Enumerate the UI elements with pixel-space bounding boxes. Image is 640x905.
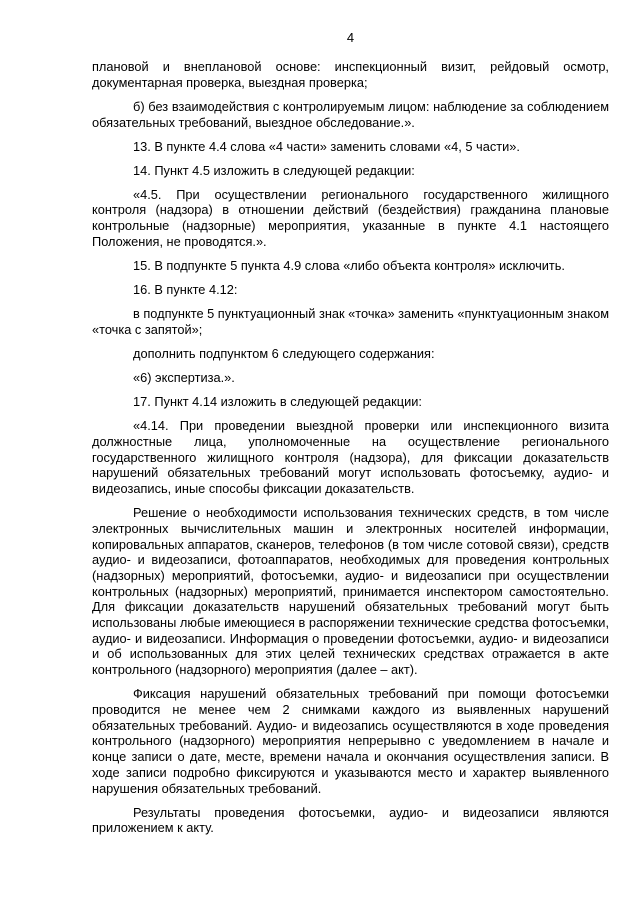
paragraph: плановой и внеплановой основе: инспекционный визит, рейдовый осмотр, документарная проверка, выездная проверка; [92,59,609,90]
paragraph: дополнить подпунктом 6 следующего содержания: [133,345,435,361]
paragraph: «6) экспертиза.». [133,370,235,386]
document-body [92,59,609,836]
paragraph: б) без взаимодействия с контролируемым лицом: наблюдение за соблюдением обязательных требований, выездное обследование.». [92,98,609,130]
paragraph: 15. В подпункте 5 пункта 4.9 слова «либо объекта контроля» исключить. [133,257,565,273]
paragraph: в подпункте 5 пунктуационный знак «точка» заменить «пунктуационным знаком «точка с запятой»; [92,306,609,337]
page-number: 4 [346,30,355,45]
paragraph: 17. Пункт 4.14 изложить в следующей редакции: [133,394,422,410]
paragraph: 13. В пункте 4.4 слова «4 части» заменить словами «4, 5 части». [133,138,520,154]
paragraph: 16. В пункте 4.12: [133,282,238,298]
paragraph: Решение о необходимости использования технических средств, в том числе электронных вычислительных машин и электронных носителей информации, копировальных аппаратов, сканеров, телефонов (в том числе сотовой связи), средств аудио- и видеозаписи, фотоаппаратов, необходимых для проведения контрольных (надзорных) мероприятий, фотосъемки, аудио- и видеозаписи при осуществлении контрольных (надзорных) мероприятий, принимается инспектором самостоятельно. Для фиксации доказательств нарушений обязательных требований могут быть использованы любые имеющиеся в распоряжении технические средства фотосъемки, аудио- и видеозаписи. Информация о проведении фотосъемки, аудио- и видеозаписи и об использованных для этих целей технических средствах отражается в акте контрольного (надзорного) мероприятия (далее – акт). [92,505,609,678]
paragraph: 14. Пункт 4.5 изложить в следующей редакции: [133,162,415,178]
paragraph: Результаты проведения фотосъемки, аудио- и видеозаписи являются приложением к акту. [92,804,609,836]
paragraph: «4.5. При осуществлении регионального государственного жилищного контроля (надзора) в отношении действий (бездействия) гражданина плановые контрольные (надзорные) мероприятия, указанные в пункте 4.1 настоящего Положения, не проводятся.». [92,186,609,249]
paragraph: Фиксация нарушений обязательных требований при помощи фотосъемки проводится не менее чем 2 снимками каждого из выявленных нарушений обязательных требований. Аудио- и видеозапись осуществляются в ходе проведения контрольного (надзорного) мероприятия непрерывно с уведомлением в начале и конце записи о дате, месте, времени начала и окончания осуществления записи. В ходе записи подробно фиксируются и указываются место и характер выявленного нарушения обязательных требований. [92,686,609,796]
paragraph: «4.14. При проведении выездной проверки или инспекционного визита должностные лица, уполномоченные на осуществление регионального государственного жилищного контроля (надзора), для фиксации доказательств нарушений обязательных требований могут использовать фотосъемку, аудио- и видеозапись, иные способы фиксации доказательств. [92,418,609,497]
